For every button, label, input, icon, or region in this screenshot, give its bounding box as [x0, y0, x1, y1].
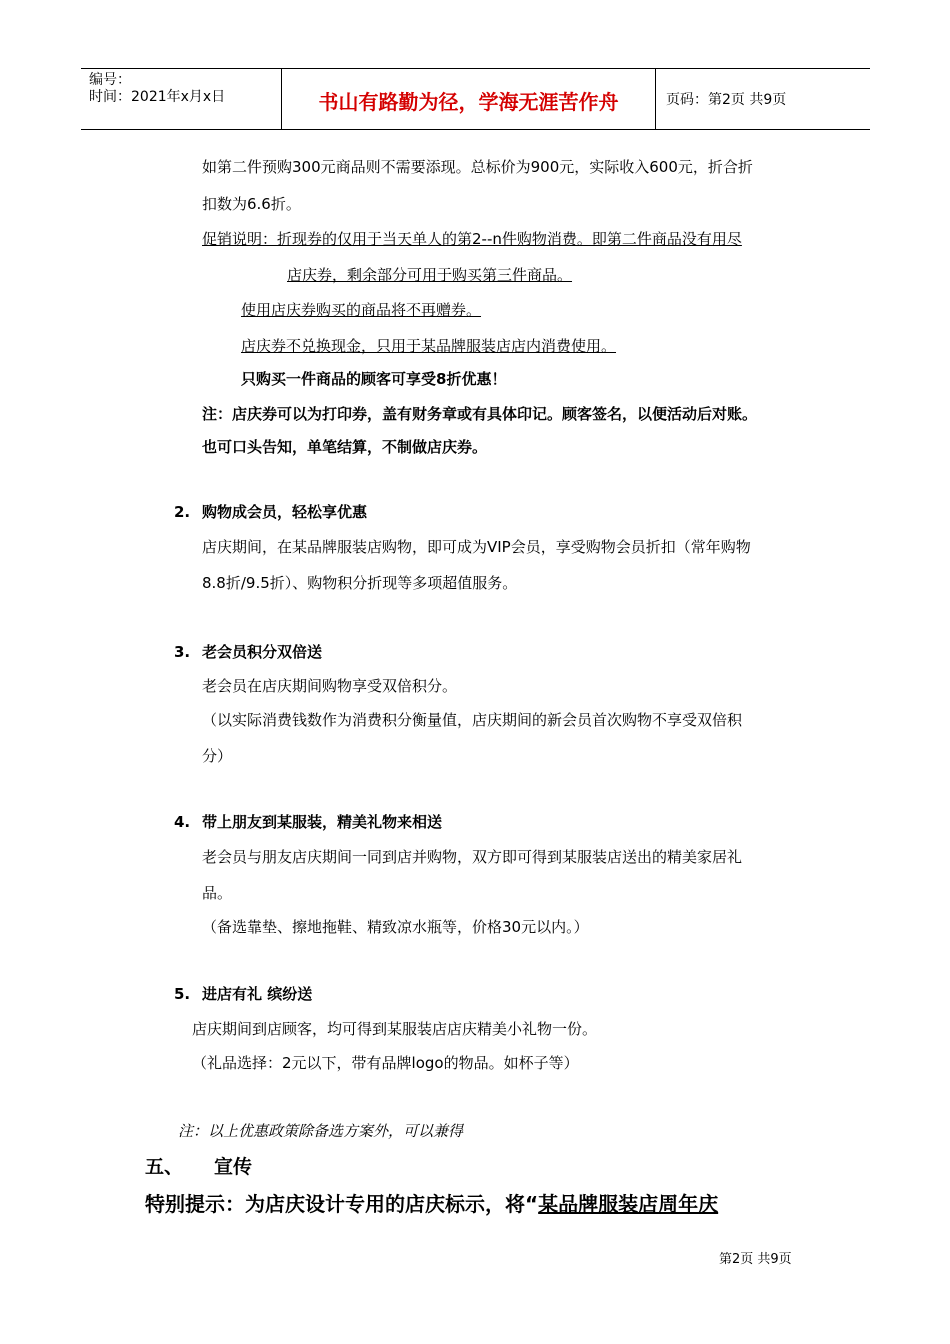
- promo-note-line: 促销说明：折现券的仅用于当天单人的第2--n件购物消费。即第二件商品没有用尽: [202, 230, 742, 248]
- header-meta: [89, 72, 225, 106]
- code-label: 编号：: [89, 72, 131, 88]
- special-tip: [145, 1188, 718, 1217]
- section-number: 2.: [174, 503, 191, 521]
- paragraph-line: （备选靠垫、擦地拖鞋、精致凉水瓶等，价格30元以内。）: [202, 918, 589, 936]
- promo-note-line: 使用店庆券购买的商品将不再赠券。: [241, 301, 482, 319]
- promo-note-line: 店庆券不兑换现金，只用于某品牌服装店店内消费使用。: [241, 337, 617, 355]
- page-footer: 第2页 共9页: [719, 1252, 792, 1267]
- paragraph-line: 店庆期间到店顾客，均可得到某服装店店庆精美小礼物一份。: [192, 1020, 598, 1038]
- promo-note-line: 店庆券，剩余部分可用于购买第三件商品。: [287, 266, 573, 284]
- paragraph-line: 如第二件预购300元商品则不需要添现。总标价为900元，实际收入600元，折合折: [202, 158, 753, 176]
- section-title: 老会员积分双倍送: [202, 643, 323, 661]
- special-tip-text: 特别提示：为店庆设计专用的店庆标示，将“: [145, 1192, 539, 1216]
- paragraph-line: （礼品选择：2元以下，带有品牌logo的物品。如杯子等）: [192, 1054, 579, 1072]
- paragraph-line: 店庆期间，在某品牌服装店购物，即可成为VIP会员，享受购物会员折扣（常年购物: [202, 538, 751, 556]
- paragraph-line: 老会员与朋友店庆期间一同到店并购物，双方即可得到某服装店送出的精美家居礼: [202, 848, 743, 866]
- paragraph-line: （以实际消费钱数作为消费积分衡量值，店庆期间的新会员首次购物不享受双倍积: [202, 711, 743, 729]
- paragraph-line: 老会员在店庆期间购物享受双倍积分。: [202, 677, 458, 695]
- chapter-title: 宣传: [214, 1156, 253, 1178]
- section-title: 进店有礼 缤纷送: [202, 985, 313, 1003]
- section-number: 3.: [174, 643, 191, 661]
- section-number: 5.: [174, 985, 191, 1003]
- paragraph-line: 品。: [202, 884, 233, 902]
- italic-note: 注：以上优惠政策除备选方案外，可以兼得: [178, 1122, 464, 1140]
- paragraph-line: 分）: [202, 747, 233, 765]
- paragraph-line: 扣数为6.6折。: [202, 195, 301, 213]
- header-divider: [655, 69, 656, 129]
- discount-highlight: 只购买一件商品的顾客可享受8折优惠！: [241, 370, 507, 388]
- chapter-number: 五、: [145, 1156, 184, 1178]
- note-line: 注：店庆券可以为打印券，盖有财务章或有具体印记。顾客签名，以便活动后对账。: [202, 405, 758, 423]
- section-title: 购物成会员，轻松享优惠: [202, 503, 368, 521]
- special-tip-underlined: 某品牌服装店周年庆: [538, 1192, 719, 1216]
- paragraph-line: 8.8折/9.5折）、购物积分折现等多项超值服务。: [202, 574, 518, 592]
- header-motto: 书山有路勤为径，学海无涯苦作舟: [318, 90, 619, 114]
- note-line: 也可口头告知，单笔结算，不制做店庆券。: [202, 438, 488, 456]
- date-label: 时间：2021年x月x日: [89, 89, 226, 105]
- header-page-number: 页码：第2页 共9页: [666, 92, 787, 108]
- section-number: 4.: [174, 813, 191, 831]
- page-header: [81, 68, 870, 130]
- section-title: 带上朋友到某服装，精美礼物来相送: [202, 813, 443, 831]
